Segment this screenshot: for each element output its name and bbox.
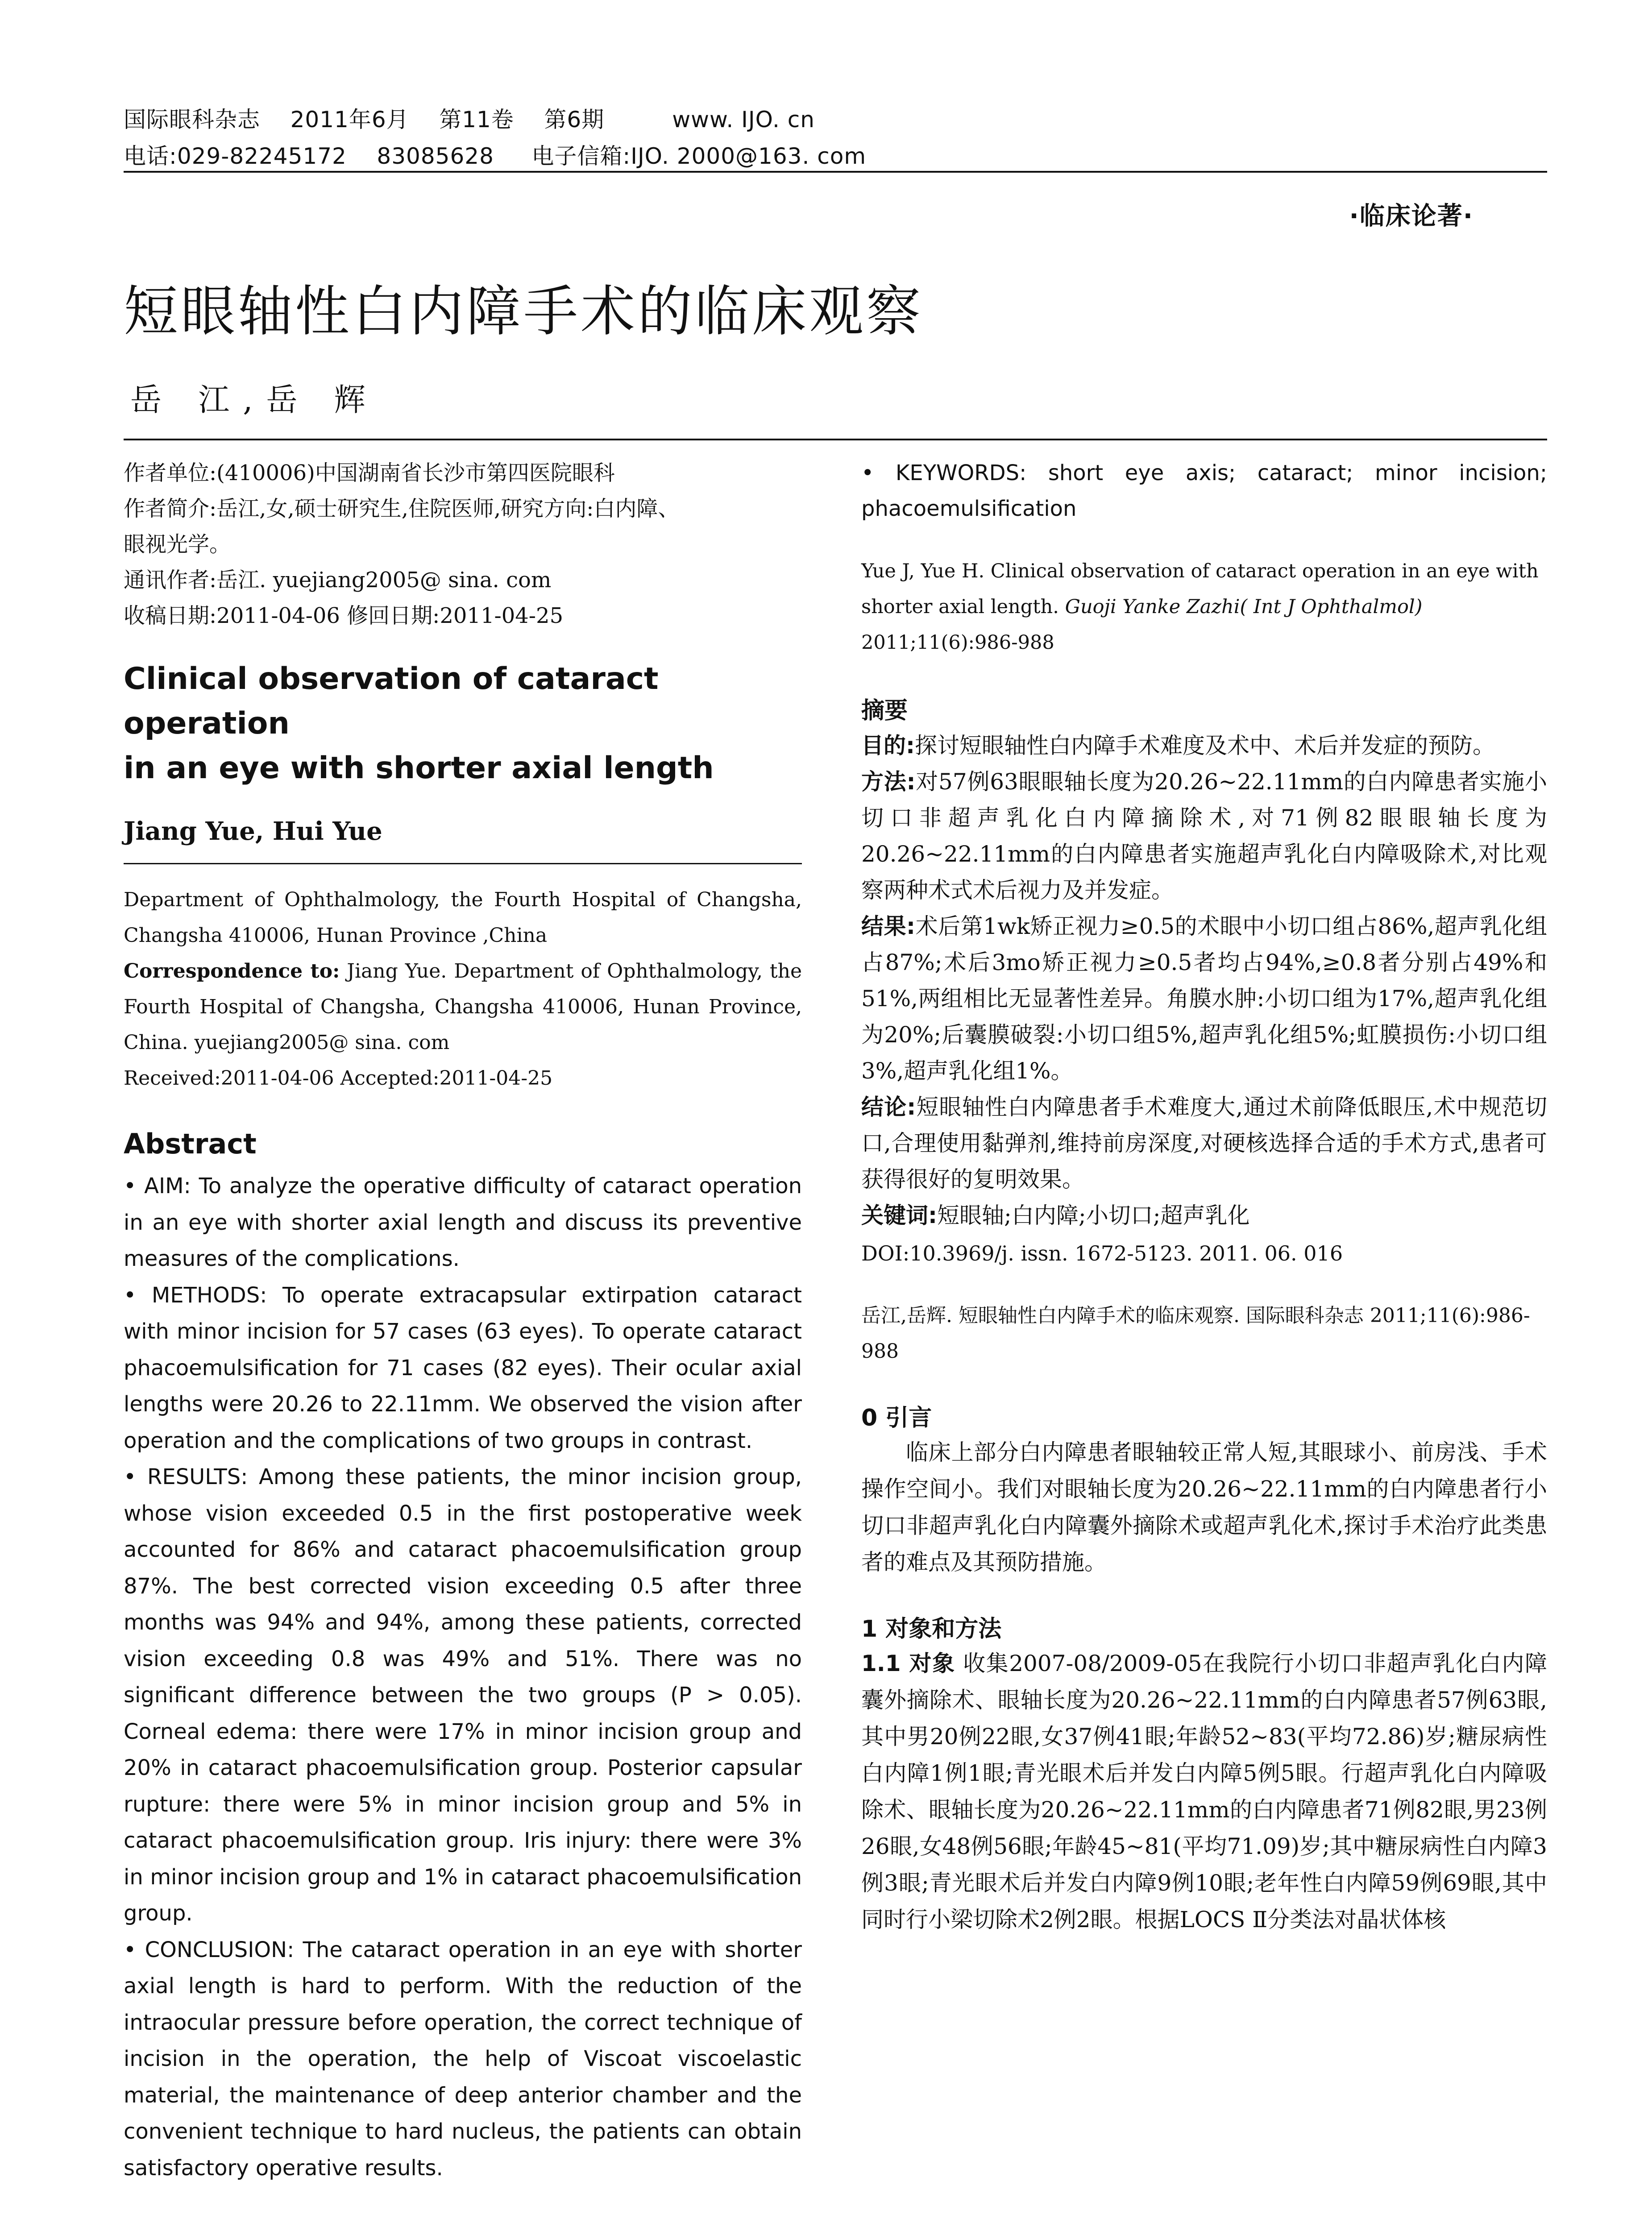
keywords-en: • KEYWORDS: short eye axis; cataract; minor incision; phacoemulsification: [861, 460, 1547, 521]
abstract-conclusion: • CONCLUSION: The cataract operation in an eye with shorter axial length is hard to perform. With the reduction of the intraocular pressure before operation, the correct technique of incision in the operation, the help of Viscoat viscoelastic material, the maintenance of deep anterior chamber and the convenient technique to hard nucleus, the patients can obtain satisfactory operative results.: [124, 1937, 802, 2181]
intro-heading: 0 引言: [861, 1405, 932, 1431]
zh-conclusion: 结论:短眼轴性白内障患者手术难度大,通过术前降低眼压,术中规范切口,合理使用黏弹剂,维持前房深度,对硬核选择合适的手术方式,患者可获得很好的复明效果。: [861, 1094, 1547, 1192]
left-column: [124, 455, 802, 2186]
intro-text: 临床上部分白内障患者眼轴较正常人短,其眼球小、前房浅、手术操作空间小。我们对眼轴长度为20.26~22.11mm的白内障患者行小切口非超声乳化白内障囊外摘除术或超声乳化术,探讨手术治疗此类患者的难点及其预防措施。: [861, 1439, 1547, 1575]
abstract-results: • RESULTS: Among these patients, the minor incision group, whose vision exceeded 0.5 in the first postoperative week accounted for 86% and cataract phacoemulsification group 87%. The best corrected vision exceeding 0.5 after three months was 94% and 94%, among these patients, corrected vision exceeding 0.8 was 49% and 51%. There was no significant difference between the two groups (P > 0.05). Corneal edema: there were 17% in minor incision group and 20% in cataract phacoemulsification group. Posterior capsular rupture: there were 5% in minor incision group and 5% in cataract phacoemulsification group. Iris injury: there were 3% in minor incision group and 1% in cataract phacoemulsification group.: [124, 1464, 802, 1926]
english-title: Clinical observation of cataract operation in an eye with shorter axial length: [124, 661, 714, 786]
chinese-title: 短眼轴性白内障手术的临床观察: [124, 280, 923, 343]
journal-header-line1: 国际眼科杂志 2011年6月 第11卷 第6期 www. IJO. cn: [124, 107, 815, 133]
citation-chinese: 岳江,岳辉. 短眼轴性白内障手术的临床观察. 国际眼科杂志 2011;11(6):986-988: [861, 1304, 1530, 1363]
right-column: [861, 455, 1547, 1938]
title-rule: [124, 439, 1547, 440]
section-label: ·临床论著·: [1349, 202, 1474, 231]
chinese-authors: 岳 江,岳 辉: [130, 382, 379, 418]
abstract-heading: Abstract: [124, 1128, 257, 1160]
methods-heading: 1 对象和方法: [861, 1616, 1002, 1642]
corresponding-author: 通讯作者:岳江. yuejiang2005@ sina. com: [124, 568, 552, 593]
citation-english: Yue J, Yue H. Clinical observation of cataract operation in an eye with shorter axial length. Guoji Yanke Zazhi( Int J Ophthalmol) 2011;11(6):986-988: [861, 560, 1539, 654]
author-bio: 作者简介:岳江,女,硕士研究生,住院医师,研究方向:白内障、: [124, 496, 680, 521]
abstract-aim: • AIM: To analyze the operative difficulty of cataract operation in an eye with shorter axial length and discuss its preventive measures of the complications.: [124, 1174, 802, 1271]
abstract-methods: • METHODS: To operate extracapsular extirpation cataract with minor incision for 57 cases (63 eyes). To operate cataract phacoemulsification for 71 cases (82 eyes). Their ocular axial lengths were 20.26 to 22.11mm. We observed the vision after operation and the complications of two groups in contrast.: [124, 1282, 802, 1453]
zh-aim: 目的:探讨短眼轴性白内障手术难度及术中、术后并发症的预防。: [861, 733, 1495, 759]
doi: DOI:10.3969/j. issn. 1672-5123. 2011. 06. 016: [861, 1241, 1343, 1265]
zh-abstract-heading: 摘要: [861, 697, 908, 724]
author-rule: [124, 863, 802, 864]
received-dates: 收稿日期:2011-04-06 修回日期:2011-04-25: [124, 603, 564, 628]
received-accepted: Received:2011-04-06 Accepted:2011-04-25: [124, 1067, 553, 1090]
english-authors: Jiang Yue, Hui Yue: [124, 817, 382, 846]
correspondence: Correspondence to: Jiang Yue. Department of Ophthalmology, the Fourth Hospital of Changsha, Changsha 410006, Hunan Province, China. yuejiang2005@ sina. com: [124, 960, 802, 1054]
journal-header-line2: 电话:029-82245172 83085628 电子信箱:IJO. 2000@163. com: [124, 143, 867, 169]
author-unit: 作者单位:(410006)中国湖南省长沙市第四医院眼科: [124, 460, 615, 485]
zh-methods: 方法:对57例63眼眼轴长度为20.26~22.11mm的白内障患者实施小切口非超声乳化白内障摘除术,对71例82眼眼轴长度为20.26~22.11mm的白内障患者实施超声乳化白内障吸除术,对比观察两种术式术后视力及并发症。: [861, 769, 1548, 903]
zh-results: 结果:术后第1wk矫正视力≥0.5的术眼中小切口组占86%,超声乳化组占87%;术后3mo矫正视力≥0.5者均占94%,≥0.8者分别占49%和51%,两组相比无显著性差异。角膜水肿:小切口组为17%,超声乳化组为20%;后囊膜破裂:小切口组5%,超声乳化组5%;虹膜损伤:小切口组3%,超声乳化组1%。: [861, 913, 1547, 1084]
affiliation: [124, 882, 802, 1096]
methods-subjects: 1.1 对象 收集2007-08/2009-05在我院行小切口非超声乳化白内障囊外摘除术、眼轴长度为20.26~22.11mm的白内障患者57例63眼,其中男20例22眼,女37例41眼;年龄52~83(平均72.86)岁;糖尿病性白内障1例1眼;青光眼术后并发白内障5例5眼。行超声乳化白内障吸除术、眼轴长度为20.26~22.11mm的白内障患者71例82眼,男23例26眼,女48例56眼;年龄45~81(平均71.09)岁;其中糖尿病性白内障3例3眼;青光眼术后并发白内障9例10眼;老年性白内障59例69眼,其中同时行小梁切除术2例2眼。根据LOCS Ⅱ分类法对晶状体核: [861, 1650, 1547, 1932]
header-rule: [124, 171, 1547, 173]
zh-keywords: 关键词:短眼轴;白内障;小切口;超声乳化: [861, 1203, 1250, 1228]
author-bio-cont: 眼视光学。: [124, 532, 231, 557]
author-info: [124, 455, 802, 634]
department: Department of Ophthalmology, the Fourth Hospital of Changsha, Changsha 410006, Hunan Province ,China: [124, 888, 802, 947]
